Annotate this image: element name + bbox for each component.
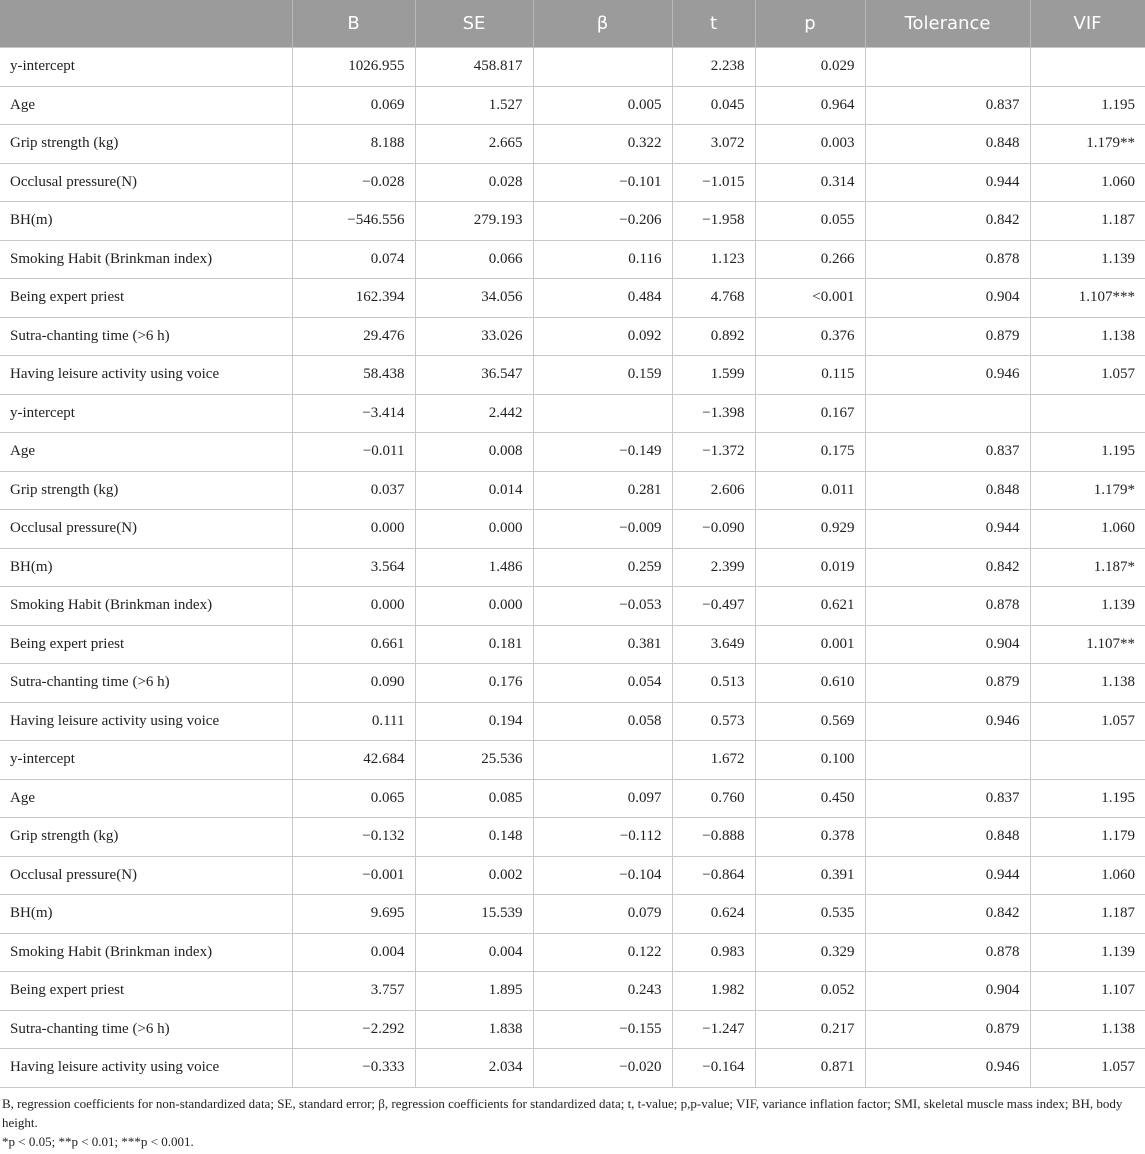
cell-tolerance: 0.944 (865, 856, 1030, 895)
cell-p: 0.019 (755, 548, 865, 587)
cell-p: 0.871 (755, 1049, 865, 1088)
cell-se: 1.527 (415, 86, 533, 125)
cell-se: 1.838 (415, 1010, 533, 1049)
cell-tolerance: 0.946 (865, 356, 1030, 395)
cell-p: 0.055 (755, 202, 865, 241)
cell-tolerance (865, 48, 1030, 87)
footnote-abbreviations: B, regression coefficients for non-standardized data; SE, standard error; β, regression coefficients for standardized data; t, t-value; p,p-value; VIF, variance inflation factor; SMI, skeletal muscle mass index; BH, body height. (2, 1095, 1123, 1130)
cell-t: 2.238 (672, 48, 755, 87)
cell-t: 2.399 (672, 548, 755, 587)
header-variable (0, 0, 292, 48)
cell-vif: 1.139 (1030, 240, 1145, 279)
table-row (0, 471, 1145, 510)
cell-p: 0.535 (755, 895, 865, 934)
table-row (0, 856, 1145, 895)
table-row (0, 510, 1145, 549)
cell-t: 1.123 (672, 240, 755, 279)
cell-p: 0.329 (755, 933, 865, 972)
cell-t: 1.982 (672, 972, 755, 1011)
table-row (0, 818, 1145, 857)
footnote-significance: *p < 0.05; **p < 0.01; ***p < 0.001. (2, 1133, 194, 1149)
cell-b: 0.004 (292, 933, 415, 972)
cell-tolerance: 0.904 (865, 625, 1030, 664)
cell-variable: Grip strength (kg) (0, 125, 292, 164)
cell-variable: Having leisure activity using voice (0, 1049, 292, 1088)
cell-beta: 0.484 (533, 279, 672, 318)
cell-se: 0.194 (415, 702, 533, 741)
cell-t: −0.497 (672, 587, 755, 626)
cell-tolerance: 0.946 (865, 1049, 1030, 1088)
table-row (0, 356, 1145, 395)
cell-variable: BH(m) (0, 895, 292, 934)
cell-t: −0.864 (672, 856, 755, 895)
cell-p: 0.029 (755, 48, 865, 87)
cell-t: −1.247 (672, 1010, 755, 1049)
cell-tolerance: 0.842 (865, 895, 1030, 934)
cell-variable: Occlusal pressure(N) (0, 510, 292, 549)
cell-variable: Age (0, 779, 292, 818)
cell-tolerance: 0.837 (865, 86, 1030, 125)
cell-vif: 1.057 (1030, 1049, 1145, 1088)
cell-se: 1.895 (415, 972, 533, 1011)
cell-b: 0.037 (292, 471, 415, 510)
cell-beta: 0.005 (533, 86, 672, 125)
cell-vif: 1.195 (1030, 433, 1145, 472)
cell-tolerance: 0.842 (865, 548, 1030, 587)
cell-vif: 1.138 (1030, 664, 1145, 703)
cell-b: −0.333 (292, 1049, 415, 1088)
cell-tolerance: 0.944 (865, 510, 1030, 549)
cell-p: 0.266 (755, 240, 865, 279)
cell-tolerance: 0.842 (865, 202, 1030, 241)
cell-tolerance: 0.879 (865, 317, 1030, 356)
cell-beta: −0.112 (533, 818, 672, 857)
cell-p: 0.391 (755, 856, 865, 895)
cell-t: 0.045 (672, 86, 755, 125)
cell-vif: 1.179** (1030, 125, 1145, 164)
table-row (0, 933, 1145, 972)
cell-t: 1.672 (672, 741, 755, 780)
cell-tolerance (865, 394, 1030, 433)
cell-variable: Grip strength (kg) (0, 818, 292, 857)
cell-vif (1030, 394, 1145, 433)
cell-p: 0.052 (755, 972, 865, 1011)
cell-vif: 1.179 (1030, 818, 1145, 857)
table-row (0, 1049, 1145, 1088)
cell-beta (533, 741, 672, 780)
cell-p: 0.001 (755, 625, 865, 664)
table-footnotes (0, 1088, 1145, 1151)
table-row (0, 163, 1145, 202)
cell-vif: 1.195 (1030, 779, 1145, 818)
cell-b: 3.757 (292, 972, 415, 1011)
cell-beta: 0.058 (533, 702, 672, 741)
cell-t: −1.958 (672, 202, 755, 241)
cell-b: −0.011 (292, 433, 415, 472)
cell-p: 0.376 (755, 317, 865, 356)
cell-beta: −0.009 (533, 510, 672, 549)
cell-tolerance: 0.837 (865, 779, 1030, 818)
cell-t: −0.888 (672, 818, 755, 857)
table-row (0, 741, 1145, 780)
cell-b: 0.000 (292, 510, 415, 549)
cell-tolerance: 0.878 (865, 240, 1030, 279)
cell-se: 0.002 (415, 856, 533, 895)
cell-vif: 1.138 (1030, 1010, 1145, 1049)
cell-t: 4.768 (672, 279, 755, 318)
cell-b: 0.111 (292, 702, 415, 741)
cell-se: 0.014 (415, 471, 533, 510)
table-body (0, 48, 1145, 1088)
cell-variable: Grip strength (kg) (0, 471, 292, 510)
table-row (0, 664, 1145, 703)
table-row (0, 317, 1145, 356)
cell-se: 279.193 (415, 202, 533, 241)
cell-vif: 1.138 (1030, 317, 1145, 356)
table-row (0, 125, 1145, 164)
cell-vif: 1.060 (1030, 856, 1145, 895)
cell-p: 0.217 (755, 1010, 865, 1049)
cell-se: 0.000 (415, 510, 533, 549)
cell-vif (1030, 741, 1145, 780)
cell-p: <0.001 (755, 279, 865, 318)
table-row (0, 895, 1145, 934)
cell-se: 2.442 (415, 394, 533, 433)
cell-tolerance: 0.944 (865, 163, 1030, 202)
header-b: B (292, 0, 415, 48)
cell-beta (533, 48, 672, 87)
cell-t: 1.599 (672, 356, 755, 395)
cell-beta: 0.281 (533, 471, 672, 510)
cell-beta (533, 394, 672, 433)
header-vif: VIF (1030, 0, 1145, 48)
cell-se: 0.085 (415, 779, 533, 818)
cell-b: 9.695 (292, 895, 415, 934)
cell-beta: 0.079 (533, 895, 672, 934)
table-row (0, 202, 1145, 241)
table-row (0, 1010, 1145, 1049)
cell-vif: 1.139 (1030, 933, 1145, 972)
cell-beta: −0.053 (533, 587, 672, 626)
cell-vif: 1.179* (1030, 471, 1145, 510)
header-p: p (755, 0, 865, 48)
cell-tolerance: 0.848 (865, 125, 1030, 164)
cell-t: −0.090 (672, 510, 755, 549)
cell-p: 0.450 (755, 779, 865, 818)
cell-variable: Smoking Habit (Brinkman index) (0, 933, 292, 972)
table-row (0, 240, 1145, 279)
cell-beta: 0.122 (533, 933, 672, 972)
cell-t: 2.606 (672, 471, 755, 510)
cell-beta: 0.092 (533, 317, 672, 356)
cell-vif: 1.060 (1030, 163, 1145, 202)
cell-p: 0.964 (755, 86, 865, 125)
cell-beta: 0.116 (533, 240, 672, 279)
cell-se: 0.066 (415, 240, 533, 279)
cell-p: 0.011 (755, 471, 865, 510)
header-beta: β (533, 0, 672, 48)
table-row (0, 587, 1145, 626)
cell-b: 58.438 (292, 356, 415, 395)
cell-beta: −0.149 (533, 433, 672, 472)
table-row (0, 394, 1145, 433)
cell-beta: 0.381 (533, 625, 672, 664)
cell-b: 29.476 (292, 317, 415, 356)
cell-variable: y-intercept (0, 48, 292, 87)
cell-b: −3.414 (292, 394, 415, 433)
cell-b: −0.001 (292, 856, 415, 895)
cell-vif: 1.060 (1030, 510, 1145, 549)
table-row (0, 279, 1145, 318)
cell-tolerance (865, 741, 1030, 780)
cell-vif: 1.107 (1030, 972, 1145, 1011)
table-row (0, 86, 1145, 125)
cell-tolerance: 0.848 (865, 818, 1030, 857)
cell-p: 0.314 (755, 163, 865, 202)
cell-beta: 0.054 (533, 664, 672, 703)
cell-variable: Age (0, 86, 292, 125)
cell-tolerance: 0.837 (865, 433, 1030, 472)
cell-b: 0.000 (292, 587, 415, 626)
cell-variable: Being expert priest (0, 279, 292, 318)
cell-variable: Smoking Habit (Brinkman index) (0, 587, 292, 626)
cell-beta: 0.159 (533, 356, 672, 395)
cell-tolerance: 0.904 (865, 279, 1030, 318)
table-row (0, 548, 1145, 587)
cell-p: 0.003 (755, 125, 865, 164)
cell-se: 0.008 (415, 433, 533, 472)
table-row (0, 433, 1145, 472)
cell-se: 0.176 (415, 664, 533, 703)
cell-se: 458.817 (415, 48, 533, 87)
cell-beta: 0.259 (533, 548, 672, 587)
cell-variable: Age (0, 433, 292, 472)
cell-vif (1030, 48, 1145, 87)
cell-beta: 0.243 (533, 972, 672, 1011)
cell-beta: 0.322 (533, 125, 672, 164)
cell-t: 0.983 (672, 933, 755, 972)
header-row (0, 0, 1145, 48)
cell-t: 0.892 (672, 317, 755, 356)
cell-t: 0.573 (672, 702, 755, 741)
cell-vif: 1.107** (1030, 625, 1145, 664)
table-row (0, 702, 1145, 741)
table-row (0, 779, 1145, 818)
table-row (0, 48, 1145, 87)
cell-se: 0.004 (415, 933, 533, 972)
cell-beta: 0.097 (533, 779, 672, 818)
cell-variable: Occlusal pressure(N) (0, 856, 292, 895)
cell-beta: −0.104 (533, 856, 672, 895)
cell-beta: −0.020 (533, 1049, 672, 1088)
cell-p: 0.610 (755, 664, 865, 703)
cell-b: 0.065 (292, 779, 415, 818)
cell-tolerance: 0.879 (865, 664, 1030, 703)
cell-t: 0.513 (672, 664, 755, 703)
cell-variable: BH(m) (0, 548, 292, 587)
cell-beta: −0.206 (533, 202, 672, 241)
cell-p: 0.621 (755, 587, 865, 626)
cell-t: 3.072 (672, 125, 755, 164)
cell-t: −1.398 (672, 394, 755, 433)
cell-b: 8.188 (292, 125, 415, 164)
cell-variable: Sutra-chanting time (>6 h) (0, 317, 292, 356)
cell-variable: y-intercept (0, 741, 292, 780)
cell-se: 0.000 (415, 587, 533, 626)
table-row (0, 972, 1145, 1011)
cell-tolerance: 0.946 (865, 702, 1030, 741)
cell-p: 0.378 (755, 818, 865, 857)
header-tolerance: Tolerance (865, 0, 1030, 48)
cell-vif: 1.107*** (1030, 279, 1145, 318)
cell-se: 36.547 (415, 356, 533, 395)
cell-b: 3.564 (292, 548, 415, 587)
cell-beta: −0.101 (533, 163, 672, 202)
cell-tolerance: 0.878 (865, 933, 1030, 972)
cell-p: 0.167 (755, 394, 865, 433)
cell-tolerance: 0.848 (865, 471, 1030, 510)
cell-variable: Sutra-chanting time (>6 h) (0, 664, 292, 703)
cell-variable: Having leisure activity using voice (0, 702, 292, 741)
cell-variable: Occlusal pressure(N) (0, 163, 292, 202)
cell-se: 33.026 (415, 317, 533, 356)
cell-vif: 1.187* (1030, 548, 1145, 587)
cell-tolerance: 0.904 (865, 972, 1030, 1011)
cell-p: 0.175 (755, 433, 865, 472)
cell-b: −546.556 (292, 202, 415, 241)
cell-se: 2.034 (415, 1049, 533, 1088)
cell-se: 25.536 (415, 741, 533, 780)
cell-t: −0.164 (672, 1049, 755, 1088)
cell-t: −1.015 (672, 163, 755, 202)
cell-vif: 1.187 (1030, 895, 1145, 934)
cell-vif: 1.057 (1030, 702, 1145, 741)
cell-se: 1.486 (415, 548, 533, 587)
cell-t: 0.760 (672, 779, 755, 818)
cell-p: 0.100 (755, 741, 865, 780)
cell-variable: Having leisure activity using voice (0, 356, 292, 395)
cell-variable: Sutra-chanting time (>6 h) (0, 1010, 292, 1049)
cell-se: 0.148 (415, 818, 533, 857)
cell-b: −2.292 (292, 1010, 415, 1049)
cell-variable: y-intercept (0, 394, 292, 433)
table-row (0, 625, 1145, 664)
cell-vif: 1.187 (1030, 202, 1145, 241)
cell-b: 0.069 (292, 86, 415, 125)
cell-variable: Being expert priest (0, 625, 292, 664)
cell-se: 0.028 (415, 163, 533, 202)
header-t: t (672, 0, 755, 48)
cell-vif: 1.195 (1030, 86, 1145, 125)
cell-b: 162.394 (292, 279, 415, 318)
cell-variable: Being expert priest (0, 972, 292, 1011)
cell-beta: −0.155 (533, 1010, 672, 1049)
cell-p: 0.929 (755, 510, 865, 549)
cell-se: 2.665 (415, 125, 533, 164)
cell-variable: BH(m) (0, 202, 292, 241)
cell-variable: Smoking Habit (Brinkman index) (0, 240, 292, 279)
cell-b: 1026.955 (292, 48, 415, 87)
cell-b: 0.074 (292, 240, 415, 279)
cell-t: 3.649 (672, 625, 755, 664)
cell-p: 0.115 (755, 356, 865, 395)
header-se: SE (415, 0, 533, 48)
cell-vif: 1.139 (1030, 587, 1145, 626)
cell-t: −1.372 (672, 433, 755, 472)
cell-se: 0.181 (415, 625, 533, 664)
cell-tolerance: 0.879 (865, 1010, 1030, 1049)
cell-tolerance: 0.878 (865, 587, 1030, 626)
cell-b: 0.090 (292, 664, 415, 703)
cell-vif: 1.057 (1030, 356, 1145, 395)
cell-p: 0.569 (755, 702, 865, 741)
cell-se: 15.539 (415, 895, 533, 934)
cell-b: −0.132 (292, 818, 415, 857)
cell-b: −0.028 (292, 163, 415, 202)
cell-b: 0.661 (292, 625, 415, 664)
cell-t: 0.624 (672, 895, 755, 934)
cell-b: 42.684 (292, 741, 415, 780)
cell-se: 34.056 (415, 279, 533, 318)
